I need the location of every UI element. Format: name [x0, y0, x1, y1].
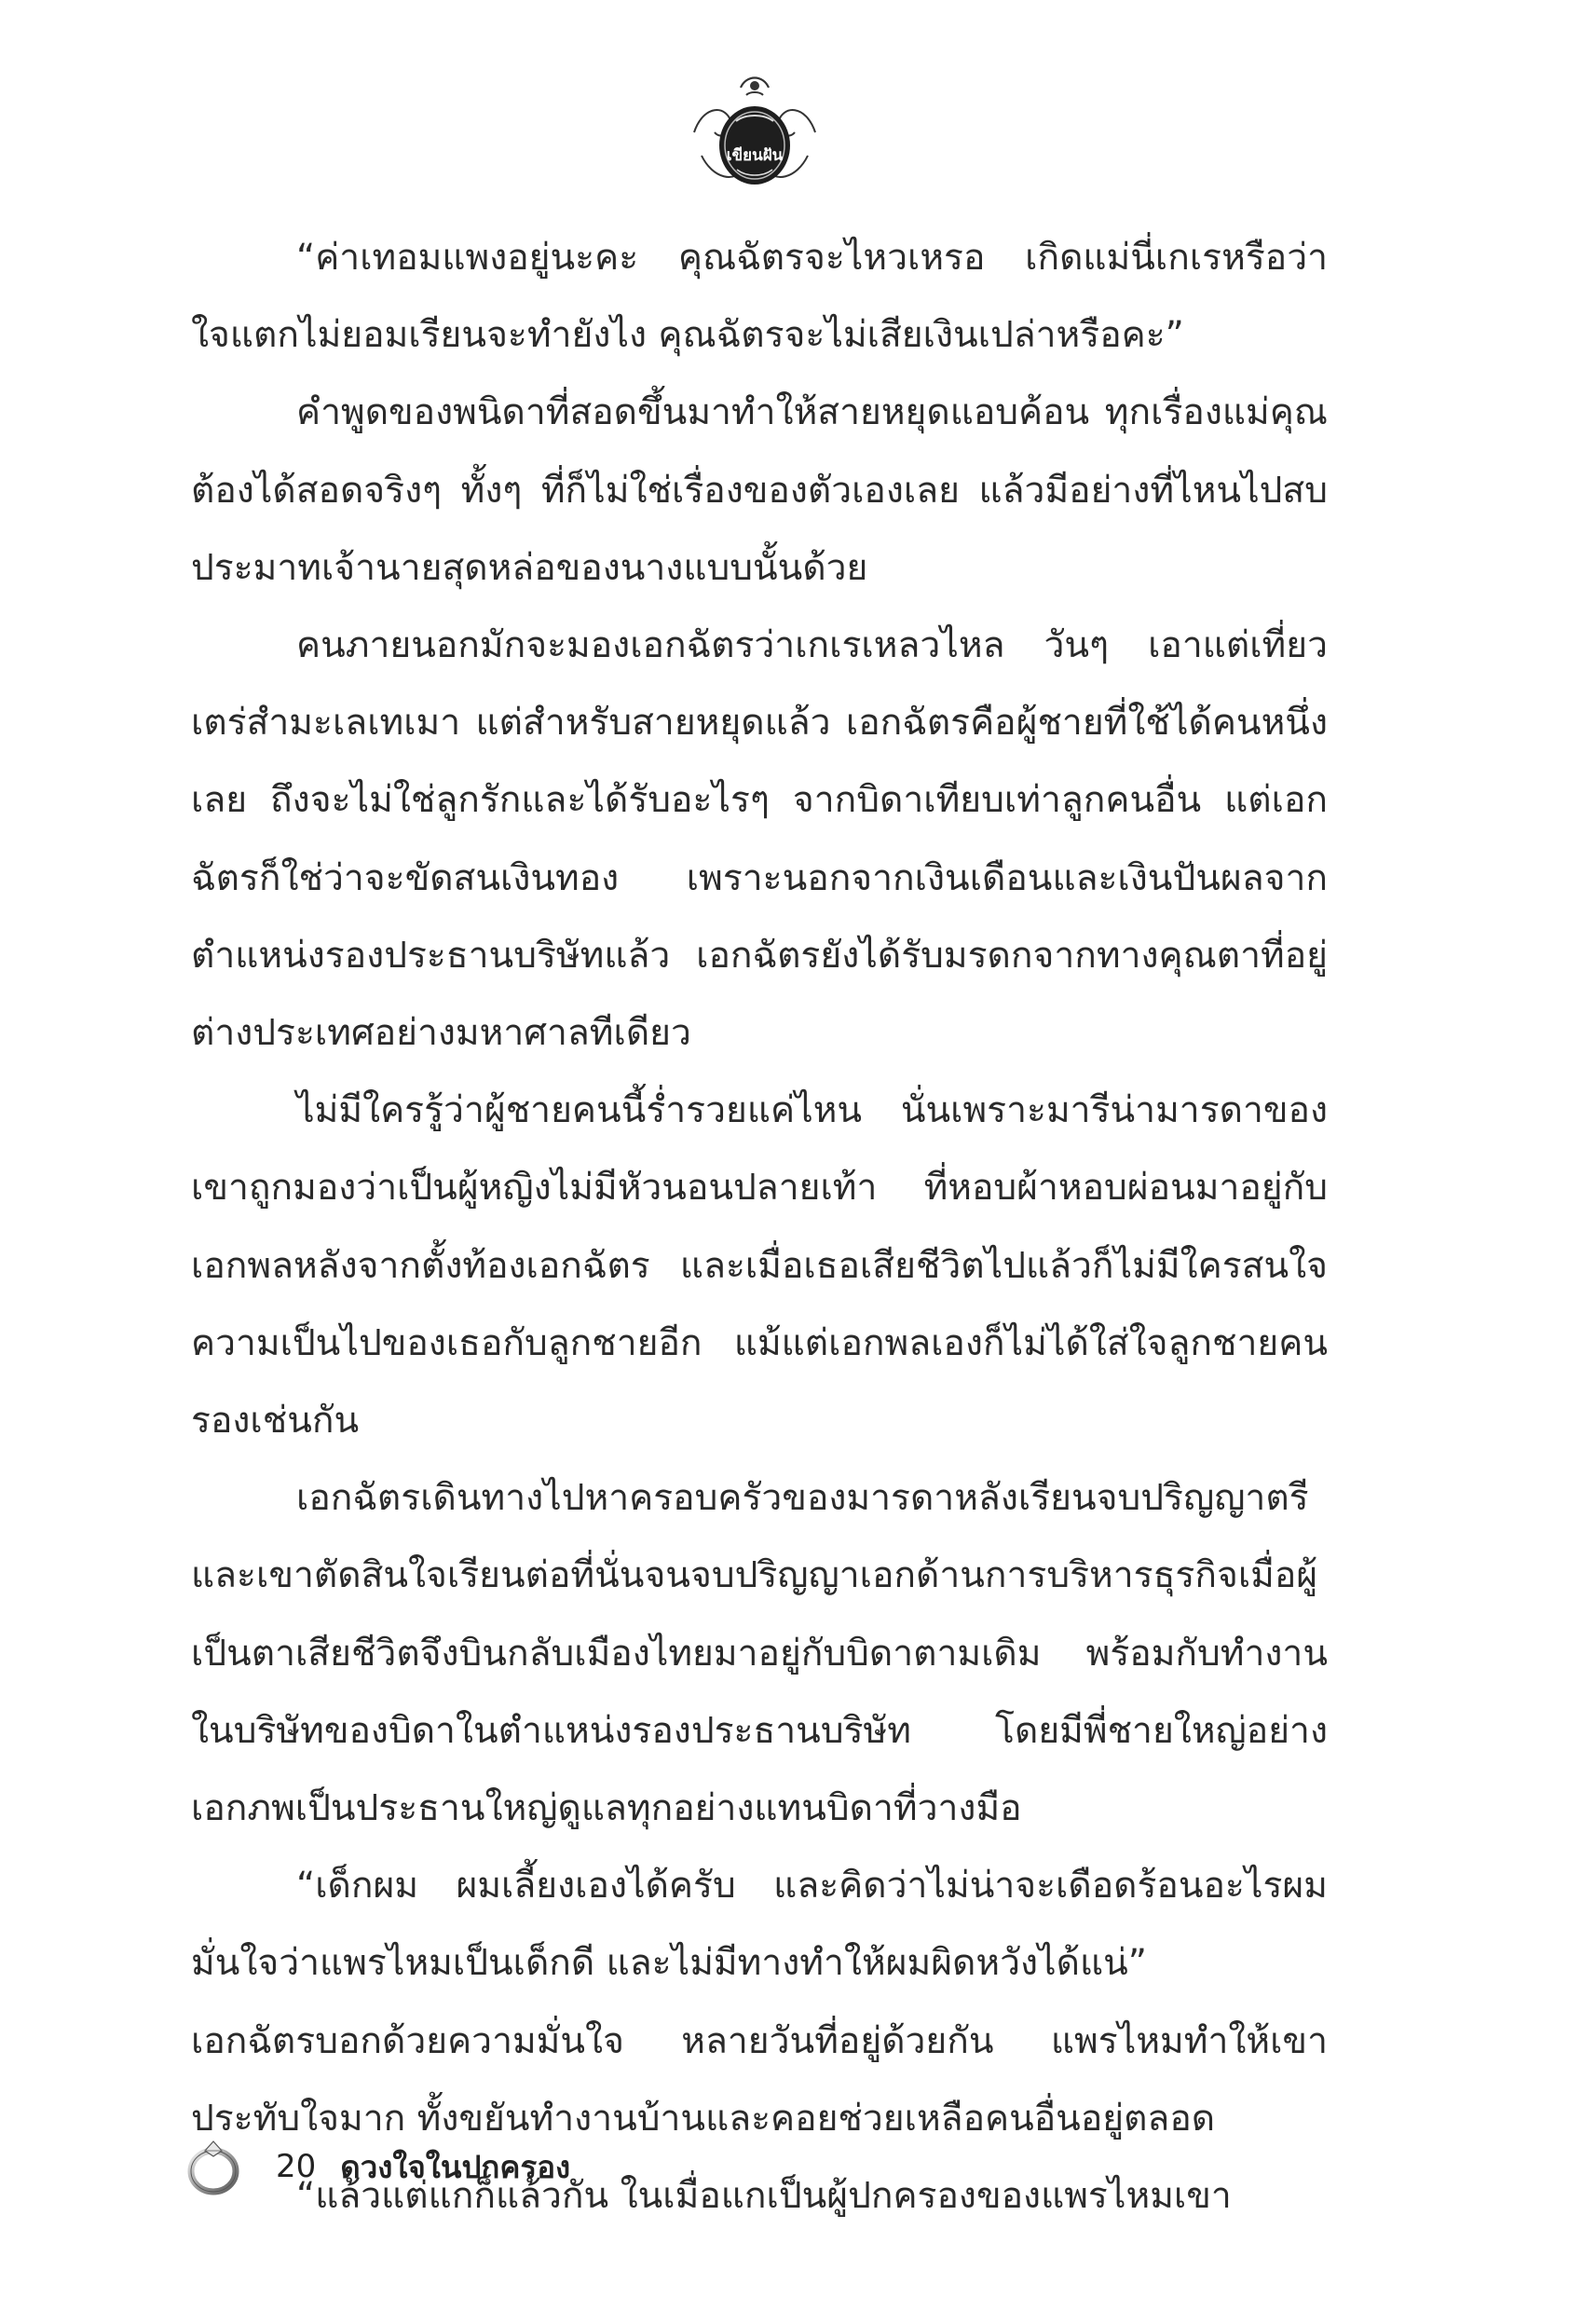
- book-title: ดวงใจในปกครอง: [340, 2148, 571, 2185]
- paragraph-8: “แล้วแต่แกก็แล้วกัน ในเมื่อแกเป็นผู้ปกครองของแพรไหมเขา: [296, 2175, 1232, 2218]
- page-number: 20: [276, 2148, 317, 2185]
- paragraph-4: ไม่มีใครรู้ว่าผู้ชายคนนี้ร่ำรวยแค่ไหน นั่นเพราะมารีน่ามารดาของเขาถูกมองว่าเป็นผู้หญิงไม่มีหัวนอนปลายเท้า ที่หอบผ้าหอบผ่อนมาอยู่กับเอกพลหลังจากตั้งท้องเอกฉัตร และเมื่อเธอเสียชีวิตไปแล้วก็ไม่มีใครสนใจความเป็นไปของเธอกับลูกชายอีก แม้แต่เอกพลเองก็ไม่ได้ใส่ใจลูกชายคนรองเช่นกัน: [191, 1089, 1328, 1443]
- ring-icon: [184, 2138, 242, 2195]
- paragraph-6: “เด็กผม ผมเลี้ยงเองได้ครับ และคิดว่าไม่น่าจะเดือดร้อนอะไรผมมั่นใจว่าแพรไหมเป็นเด็กดี และไม่มีทางทำให้ผมผิดหวังได้แน่”: [191, 1865, 1328, 1985]
- publisher-logo-icon: [685, 67, 825, 198]
- paragraph-5: เอกฉัตรเดินทางไปหาครอบครัวของมารดาหลังเรียนจบปริญญาตรีและเขาตัดสินใจเรียนต่อที่นั่นจนจบปริญญาเอกด้านการบริหารธุรกิจเมื่อผู้เป็นตาเสียชีวิตจึงบินกลับเมืองไทยมาอยู่กับบิดาตามเดิม พร้อมกับทำงานในบริษัทของบิดาในตำแหน่งรองประธานบริษัท โดยมีพี่ชายใหญ่อย่างเอกภพเป็นประธานใหญ่ดูแลทุกอย่างแทนบิดาที่วางมือ: [191, 1477, 1328, 1830]
- paragraph-1: “ค่าเทอมแพงอยู่นะคะ คุณฉัตรจะไหวเหรอ เกิดแม่นี่เกเรหรือว่าใจแตกไม่ยอมเรียนจะทำยังไง คุณฉัตรจะไม่เสียเงินเปล่าหรือคะ”: [191, 237, 1328, 357]
- publisher-logo-text: เขียนฝัน: [726, 146, 784, 165]
- page-footer: [184, 2134, 570, 2199]
- paragraph-7: เอกฉัตรบอกด้วยความมั่นใจ หลายวันที่อยู่ด้วยกัน แพรไหมทำให้เขาประทับใจมาก ทั้งขยันทำงานบ้านและคอยช่วยเหลือคนอื่นอยู่ตลอด: [191, 2019, 1328, 2140]
- paragraph-3: คนภายนอกมักจะมองเอกฉัตรว่าเกเรเหลวไหล วันๆ เอาแต่เที่ยวเตร่สำมะเลเทเมา แต่สำหรับสายหยุดแล้ว เอกฉัตรคือผู้ชายที่ใช้ได้คนหนึ่งเลย ถึงจะไม่ใช่ลูกรักและได้รับอะไรๆ จากบิดาเทียบเท่าลูกคนอื่น แต่เอกฉัตรก็ใช่ว่าจะขัดสนเงินทอง เพราะนอกจากเงินเดือนและเงินปันผลจากตำแหน่งรองประธานบริษัทแล้ว เอกฉัตรยังได้รับมรดกจากทางคุณตาที่อยู่ต่างประเทศอย่างมหาศาลทีเดียว: [191, 624, 1328, 1055]
- paragraph-2: คำพูดของพนิดาที่สอดขึ้นมาทำให้สายหยุดแอบค้อน ทุกเรื่องแม่คุณต้องได้สอดจริงๆ ทั้งๆ ที่ก็ไม่ใช่เรื่องของตัวเองเลย แล้วมีอย่างที่ไหนไปสบประมาทเจ้านายสุดหล่อของนางแบบนั้นด้วย: [191, 391, 1328, 589]
- body-text: [191, 219, 1328, 2235]
